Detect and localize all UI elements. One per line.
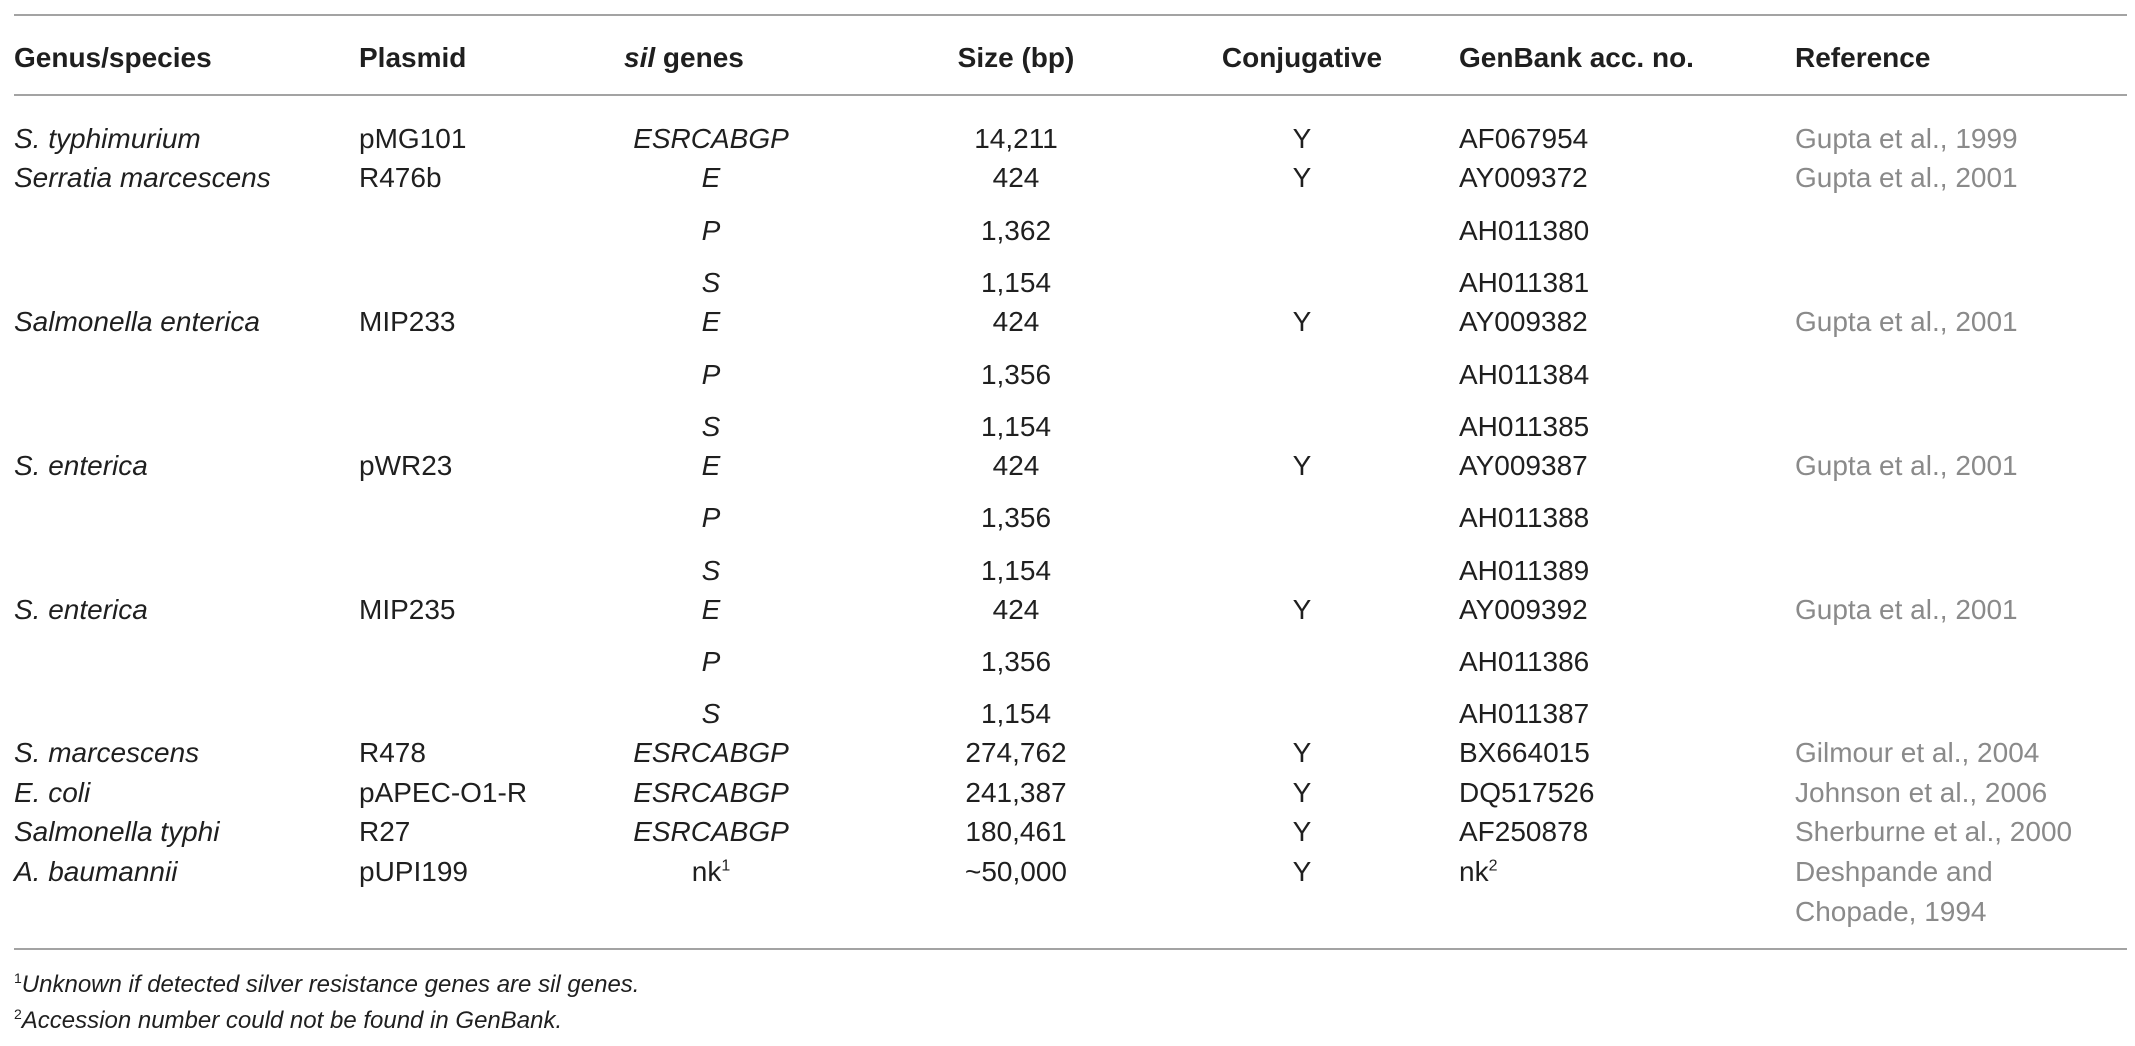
cell-plasmid: R27: [359, 816, 411, 847]
cell-plasmid: pAPEC-O1-R: [359, 777, 528, 808]
cell-genbank: AH011385: [1459, 411, 1590, 442]
cell-sil-genes: E: [701, 306, 721, 337]
sil-nk-text: nk: [691, 856, 722, 887]
table-row: [0, 263, 2135, 303]
table-row: [0, 119, 2135, 159]
cell-size: 424: [992, 450, 1040, 481]
reference-line-1: Deshpande and: [1795, 856, 1993, 887]
cell-size: 1,154: [980, 411, 1052, 442]
cell-sil-genes: S: [701, 267, 721, 298]
cell-genbank: AH011387: [1459, 698, 1590, 729]
cell-genbank: AH011380: [1459, 215, 1590, 246]
cell-plasmid: pWR23: [359, 450, 453, 481]
cell-size: 14,211: [974, 123, 1058, 154]
table-row: [0, 812, 2135, 852]
cell-sil-genes: S: [701, 698, 721, 729]
footnote-1-text: Unknown if detected silver resistance genes are sil genes.: [21, 971, 640, 998]
table-row-last: [0, 852, 2135, 932]
column-header-conjugative: Conjugative: [1221, 42, 1383, 73]
table-row: [0, 446, 2135, 486]
cell-genbank: AF067954: [1459, 123, 1589, 154]
cell-plasmid: R478: [359, 737, 426, 768]
cell-conjugative: Y: [1292, 162, 1312, 193]
table-row: [0, 407, 2135, 447]
cell-size: 241,387: [965, 777, 1067, 808]
cell-size: 1,362: [980, 215, 1052, 246]
cell-reference: Gupta et al., 2001: [1795, 450, 2018, 481]
cell-sil-genes: P: [701, 359, 721, 390]
acc-nk-text: nk: [1459, 856, 1489, 887]
cell-sil-genes: E: [701, 594, 721, 625]
cell-genus: S. enterica: [14, 594, 148, 625]
cell-size: 274,762: [965, 737, 1067, 768]
cell-genbank: BX664015: [1459, 737, 1590, 768]
cell-plasmid: MIP233: [359, 306, 456, 337]
cell-sil-genes: E: [701, 450, 721, 481]
cell-sil-genes: [591, 852, 831, 892]
cell-conjugative: Y: [1292, 737, 1312, 768]
cell-reference: Gupta et al., 2001: [1795, 306, 2018, 337]
cell-genus: A. baumannii: [14, 856, 178, 887]
table-row: [0, 590, 2135, 630]
cell-genus: S. enterica: [14, 450, 148, 481]
cell-sil-genes: ESRCABGP: [633, 777, 789, 808]
cell-size: 424: [992, 162, 1040, 193]
cell-size: 1,154: [980, 698, 1052, 729]
table-row: [0, 498, 2135, 538]
cell-reference: Johnson et al., 2006: [1795, 777, 2048, 808]
footnote-1: [14, 970, 639, 1000]
cell-sil-genes: S: [701, 555, 721, 586]
table-row: [0, 211, 2135, 251]
table-row: [0, 551, 2135, 591]
cell-sil-genes: P: [701, 646, 721, 677]
cell-conjugative: Y: [1292, 450, 1312, 481]
cell-size: 1,356: [980, 359, 1052, 390]
cell-reference: Gupta et al., 2001: [1795, 594, 2018, 625]
table-row: [0, 158, 2135, 198]
cell-size: 1,356: [980, 502, 1052, 533]
table-row: [0, 694, 2135, 734]
cell-genus: S. marcescens: [14, 737, 200, 768]
reference-line-2: Chopade, 1994: [1795, 896, 1987, 927]
cell-genbank: AF250878: [1459, 816, 1589, 847]
cell-size: 424: [992, 306, 1040, 337]
cell-genus: E. coli: [14, 777, 91, 808]
cell-genbank: [1459, 852, 1497, 892]
cell-sil-genes: E: [701, 162, 721, 193]
column-header-plasmid: Plasmid: [359, 42, 467, 73]
cell-reference: Gupta et al., 2001: [1795, 162, 2018, 193]
footnote-2-text: Accession number could not be found in GenBank.: [21, 1007, 563, 1034]
cell-size: 1,154: [980, 267, 1052, 298]
column-header-genus: Genus/species: [14, 42, 212, 73]
cell-conjugative: Y: [1292, 816, 1312, 847]
cell-conjugative: Y: [1292, 123, 1312, 154]
cell-size: 1,154: [980, 555, 1052, 586]
cell-size: 1,356: [980, 646, 1052, 677]
cell-conjugative: Y: [1292, 777, 1312, 808]
footnote-2-marker: 2: [14, 1006, 22, 1022]
cell-genbank: AY009392: [1459, 594, 1588, 625]
cell-plasmid: R476b: [359, 162, 442, 193]
column-header-reference: Reference: [1795, 42, 1931, 73]
table-row: [0, 302, 2135, 342]
cell-size: ~50,000: [965, 856, 1067, 887]
footnote-2: [14, 1006, 562, 1036]
cell-genbank: AH011389: [1459, 555, 1590, 586]
cell-genbank: DQ517526: [1459, 777, 1595, 808]
cell-sil-genes: ESRCABGP: [633, 816, 789, 847]
column-header-genbank: GenBank acc. no.: [1459, 42, 1694, 73]
cell-genbank: AH011386: [1459, 646, 1590, 677]
cell-genus: Salmonella enterica: [14, 306, 260, 337]
cell-conjugative: Y: [1292, 306, 1312, 337]
cell-plasmid: MIP235: [359, 594, 456, 625]
footnote-marker-2: 2: [1488, 857, 1498, 875]
cell-genus: S. typhimurium: [14, 123, 201, 154]
cell-size: 180,461: [965, 816, 1067, 847]
cell-genbank: AY009387: [1459, 450, 1588, 481]
column-header-size: Size (bp): [957, 42, 1075, 73]
cell-genbank: AH011384: [1459, 359, 1590, 390]
table-row: [0, 355, 2135, 395]
cell-sil-genes: P: [701, 215, 721, 246]
footnote-1-marker: 1: [14, 970, 22, 986]
column-header-sil-rest: genes: [655, 42, 744, 73]
cell-plasmid: pMG101: [359, 123, 467, 154]
cell-genus: Salmonella typhi: [14, 816, 220, 847]
cell-conjugative: Y: [1292, 594, 1312, 625]
table-row: [0, 733, 2135, 773]
table-bottom-rule: [14, 948, 2127, 950]
cell-sil-genes: ESRCABGP: [633, 123, 789, 154]
cell-sil-genes: ESRCABGP: [633, 737, 789, 768]
cell-genbank: AY009372: [1459, 162, 1588, 193]
cell-genbank: AY009382: [1459, 306, 1588, 337]
cell-genbank: AH011381: [1459, 267, 1590, 298]
table-row: [0, 642, 2135, 682]
cell-reference: Gupta et al., 1999: [1795, 123, 2018, 154]
table-row: [0, 773, 2135, 813]
cell-sil-genes: S: [701, 411, 721, 442]
cell-plasmid: pUPI199: [359, 856, 468, 887]
cell-reference: Sherburne et al., 2000: [1795, 816, 2073, 847]
footnote-marker-1: 1: [721, 857, 731, 875]
cell-reference: Gilmour et al., 2004: [1795, 737, 2040, 768]
cell-sil-genes: P: [701, 502, 721, 533]
cell-genus: Serratia marcescens: [14, 162, 271, 193]
cell-size: 424: [992, 594, 1040, 625]
cell-conjugative: Y: [1292, 856, 1312, 887]
cell-genbank: AH011388: [1459, 502, 1590, 533]
cell-reference: [1795, 852, 1993, 932]
column-header-sil-italic: sil: [624, 42, 656, 73]
